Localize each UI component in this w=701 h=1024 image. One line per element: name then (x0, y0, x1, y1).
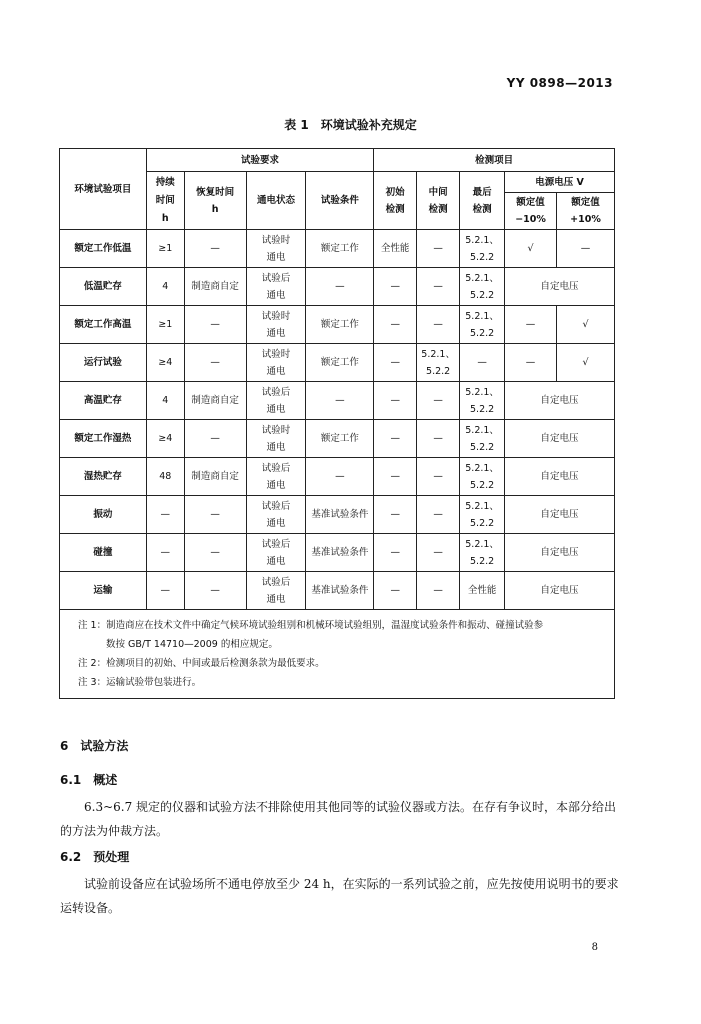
row-supply-voltage-merged: 自定电压 (505, 496, 615, 534)
row-power-state: 试验时 通电 (246, 230, 306, 268)
row-rated-minus: — (505, 344, 557, 382)
row-duration: 4 (146, 382, 184, 420)
row-middle: 5.2.1、 5.2.2 (417, 344, 460, 382)
section-6-2-heading: 6.2 预处理 (60, 850, 130, 864)
row-power-state: 试验后 通电 (246, 268, 306, 306)
row-test-condition: 基准试验条件 (306, 572, 374, 610)
row-final: 5.2.1、 5.2.2 (460, 458, 505, 496)
row-rated-plus: √ (557, 344, 615, 382)
table-row (60, 306, 615, 344)
row-final: 5.2.1、 5.2.2 (460, 496, 505, 534)
header-recovery: 恢复时间 h (184, 172, 246, 230)
table-row (60, 496, 615, 534)
row-middle: — (417, 306, 460, 344)
page-number: 8 (591, 942, 598, 953)
row-duration: — (146, 534, 184, 572)
row-item: 额定工作湿热 (60, 420, 147, 458)
row-test-condition: 额定工作 (306, 230, 374, 268)
row-rated-minus: √ (505, 230, 557, 268)
row-test-condition: — (306, 458, 374, 496)
row-power-state: 试验后 通电 (246, 496, 306, 534)
row-middle: — (417, 496, 460, 534)
table-row (60, 572, 615, 610)
row-item: 运输 (60, 572, 147, 610)
section-6-heading: 6 试验方法 (60, 739, 129, 753)
row-power-state: 试验时 通电 (246, 344, 306, 382)
row-duration: ≥4 (146, 420, 184, 458)
row-recovery: — (184, 496, 246, 534)
row-item: 振动 (60, 496, 147, 534)
row-recovery: 制造商自定 (184, 268, 246, 306)
header-item: 环境试验项目 (60, 149, 147, 230)
row-initial: — (374, 420, 417, 458)
row-rated-minus: — (505, 306, 557, 344)
row-supply-voltage-merged: 自定电压 (505, 268, 615, 306)
note-3: 注 3：运输试验带包装进行。 (78, 677, 202, 688)
note-1: 注 1：制造商应在技术文件中确定气候环境试验组别和机械环境试验组别，温湿度试验条件和振动、碰撞试验参 (78, 620, 544, 631)
table-row (60, 420, 615, 458)
row-initial: — (374, 572, 417, 610)
row-initial: — (374, 268, 417, 306)
header-middle: 中间 检测 (417, 172, 460, 230)
row-power-state: 试验后 通电 (246, 458, 306, 496)
row-recovery: 制造商自定 (184, 458, 246, 496)
environment-test-table (59, 148, 615, 699)
table-row (60, 268, 615, 306)
table-notes (60, 610, 615, 699)
row-supply-voltage-merged: 自定电压 (505, 420, 615, 458)
row-supply-voltage-merged: 自定电压 (505, 382, 615, 420)
table-row (60, 458, 615, 496)
row-recovery: — (184, 230, 246, 268)
header-rated-minus: 额定值 −10% (505, 193, 557, 230)
row-item: 额定工作低温 (60, 230, 147, 268)
row-recovery: — (184, 344, 246, 382)
header-duration: 持续 时间 h (146, 172, 184, 230)
row-test-condition: 基准试验条件 (306, 534, 374, 572)
row-middle: — (417, 382, 460, 420)
row-initial: — (374, 382, 417, 420)
row-item: 碰撞 (60, 534, 147, 572)
row-power-state: 试验时 通电 (246, 420, 306, 458)
header-initial: 初始 检测 (374, 172, 417, 230)
row-rated-plus: √ (557, 306, 615, 344)
header-test-requirements: 试验要求 (146, 149, 373, 172)
row-item: 低温贮存 (60, 268, 147, 306)
header-rated-plus: 额定值 +10% (557, 193, 615, 230)
table-row (60, 230, 615, 268)
row-final: 5.2.1、 5.2.2 (460, 382, 505, 420)
row-supply-voltage-merged: 自定电压 (505, 458, 615, 496)
row-test-condition: 额定工作 (306, 344, 374, 382)
row-item: 湿热贮存 (60, 458, 147, 496)
row-middle: — (417, 572, 460, 610)
table-title: 表 1 环境试验补充规定 (284, 118, 417, 132)
row-test-condition: 额定工作 (306, 306, 374, 344)
section-6-1-paragraph: 6.3~6.7 规定的仪器和试验方法不排除使用其他同等的试验仪器或方法。在存有争议时，本部分给出的方法为仲裁方法。 (60, 800, 617, 838)
row-final: 5.2.1、 5.2.2 (460, 306, 505, 344)
row-duration: 48 (146, 458, 184, 496)
row-test-condition: — (306, 382, 374, 420)
row-test-condition: 基准试验条件 (306, 496, 374, 534)
table-notes-row (60, 610, 615, 699)
row-recovery: — (184, 534, 246, 572)
row-middle: — (417, 268, 460, 306)
header-power-state: 通电状态 (246, 172, 306, 230)
row-middle: — (417, 458, 460, 496)
standard-code: YY 0898—2013 (506, 76, 613, 90)
row-duration: ≥4 (146, 344, 184, 382)
row-middle: — (417, 230, 460, 268)
row-initial: — (374, 458, 417, 496)
row-final: 全性能 (460, 572, 505, 610)
row-power-state: 试验后 通电 (246, 382, 306, 420)
row-middle: — (417, 534, 460, 572)
row-initial: 全性能 (374, 230, 417, 268)
row-recovery: — (184, 420, 246, 458)
row-initial: — (374, 306, 417, 344)
header-final: 最后 检测 (460, 172, 505, 230)
row-final: 5.2.1、 5.2.2 (460, 268, 505, 306)
row-power-state: 试验后 通电 (246, 572, 306, 610)
row-final: — (460, 344, 505, 382)
row-final: 5.2.1、 5.2.2 (460, 230, 505, 268)
note-1-continued: 数按 GB/T 14710—2009 的相应规定。 (106, 639, 278, 650)
row-recovery: — (184, 572, 246, 610)
table-row (60, 534, 615, 572)
row-initial: — (374, 496, 417, 534)
note-2: 注 2：检测项目的初始、中间或最后检测条款为最低要求。 (78, 658, 325, 669)
row-initial: — (374, 534, 417, 572)
header-check-items: 检测项目 (374, 149, 615, 172)
row-power-state: 试验时 通电 (246, 306, 306, 344)
row-rated-plus: — (557, 230, 615, 268)
row-duration: — (146, 572, 184, 610)
row-final: 5.2.1、 5.2.2 (460, 420, 505, 458)
row-test-condition: 额定工作 (306, 420, 374, 458)
row-test-condition: — (306, 268, 374, 306)
header-supply-voltage: 电源电压 V (505, 172, 615, 193)
row-supply-voltage-merged: 自定电压 (505, 572, 615, 610)
row-supply-voltage-merged: 自定电压 (505, 534, 615, 572)
section-6-2-paragraph: 试验前设备应在试验场所不通电停放至少 24 h，在实际的一系列试验之前，应先按使用说明书的要求运转设备。 (60, 877, 619, 915)
row-item: 额定工作高温 (60, 306, 147, 344)
row-duration: — (146, 496, 184, 534)
row-recovery: 制造商自定 (184, 382, 246, 420)
row-final: 5.2.1、 5.2.2 (460, 534, 505, 572)
section-6-1-heading: 6.1 概述 (60, 773, 118, 787)
table-row (60, 344, 615, 382)
row-duration: ≥1 (146, 306, 184, 344)
table-row (60, 382, 615, 420)
row-item: 运行试验 (60, 344, 147, 382)
row-duration: 4 (146, 268, 184, 306)
row-power-state: 试验后 通电 (246, 534, 306, 572)
row-item: 高温贮存 (60, 382, 147, 420)
header-test-condition: 试验条件 (306, 172, 374, 230)
row-initial: — (374, 344, 417, 382)
row-middle: — (417, 420, 460, 458)
row-duration: ≥1 (146, 230, 184, 268)
row-recovery: — (184, 306, 246, 344)
